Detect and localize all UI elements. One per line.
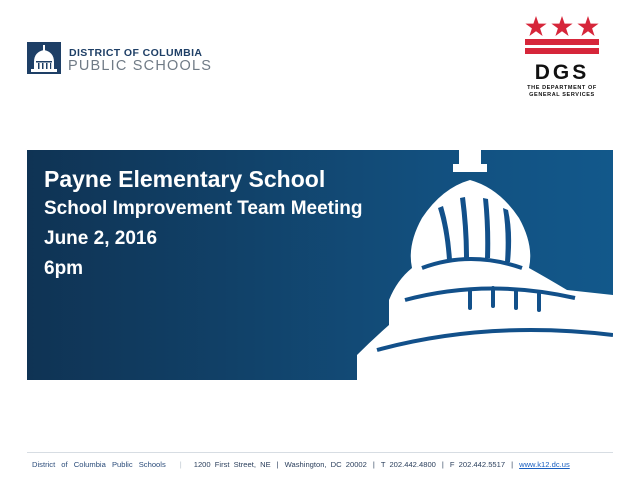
meeting-title-block: [44, 164, 362, 284]
footer-separator: |: [372, 460, 375, 469]
dgs-logo-sub1: THE DEPARTMENT OF: [527, 85, 597, 91]
footer-city: Washington, DC 20002: [284, 460, 367, 469]
footer-org: District of Columbia Public Schools: [32, 460, 166, 469]
star-icon: [551, 16, 572, 36]
footer: [32, 460, 612, 469]
title-banner: [27, 150, 613, 380]
dgs-logo: [524, 16, 600, 98]
dcps-logo-line1: DISTRICT OF COLUMBIA: [69, 47, 203, 59]
dgs-logo-sub2: GENERAL SERVICES: [529, 92, 595, 98]
footer-website-link[interactable]: www.k12.dc.us: [519, 460, 570, 469]
meeting-name: School Improvement Team Meeting: [44, 198, 363, 219]
dc-flag-icon: [524, 16, 600, 62]
footer-divider: [27, 452, 613, 453]
footer-separator: |: [276, 460, 279, 469]
dcps-logo-line2: PUBLIC SCHOOLS: [68, 58, 213, 74]
dcps-logo: [27, 42, 217, 76]
star-icon: [525, 16, 546, 36]
footer-phone: T 202.442.4800: [380, 460, 436, 469]
school-name: Payne Elementary School: [44, 166, 326, 192]
capitol-dome-icon: [27, 42, 61, 74]
meeting-date: June 2, 2016: [44, 228, 158, 249]
footer-separator: |: [511, 460, 514, 469]
footer-separator: |: [441, 460, 444, 469]
meeting-time: 6pm: [44, 258, 84, 279]
dgs-logo-letters: DGS: [534, 61, 590, 84]
footer-separator: |: [179, 460, 182, 469]
footer-fax: F 202.442.5517: [449, 460, 506, 469]
footer-address: 1200 First Street, NE: [193, 460, 271, 469]
star-icon: [577, 16, 598, 36]
